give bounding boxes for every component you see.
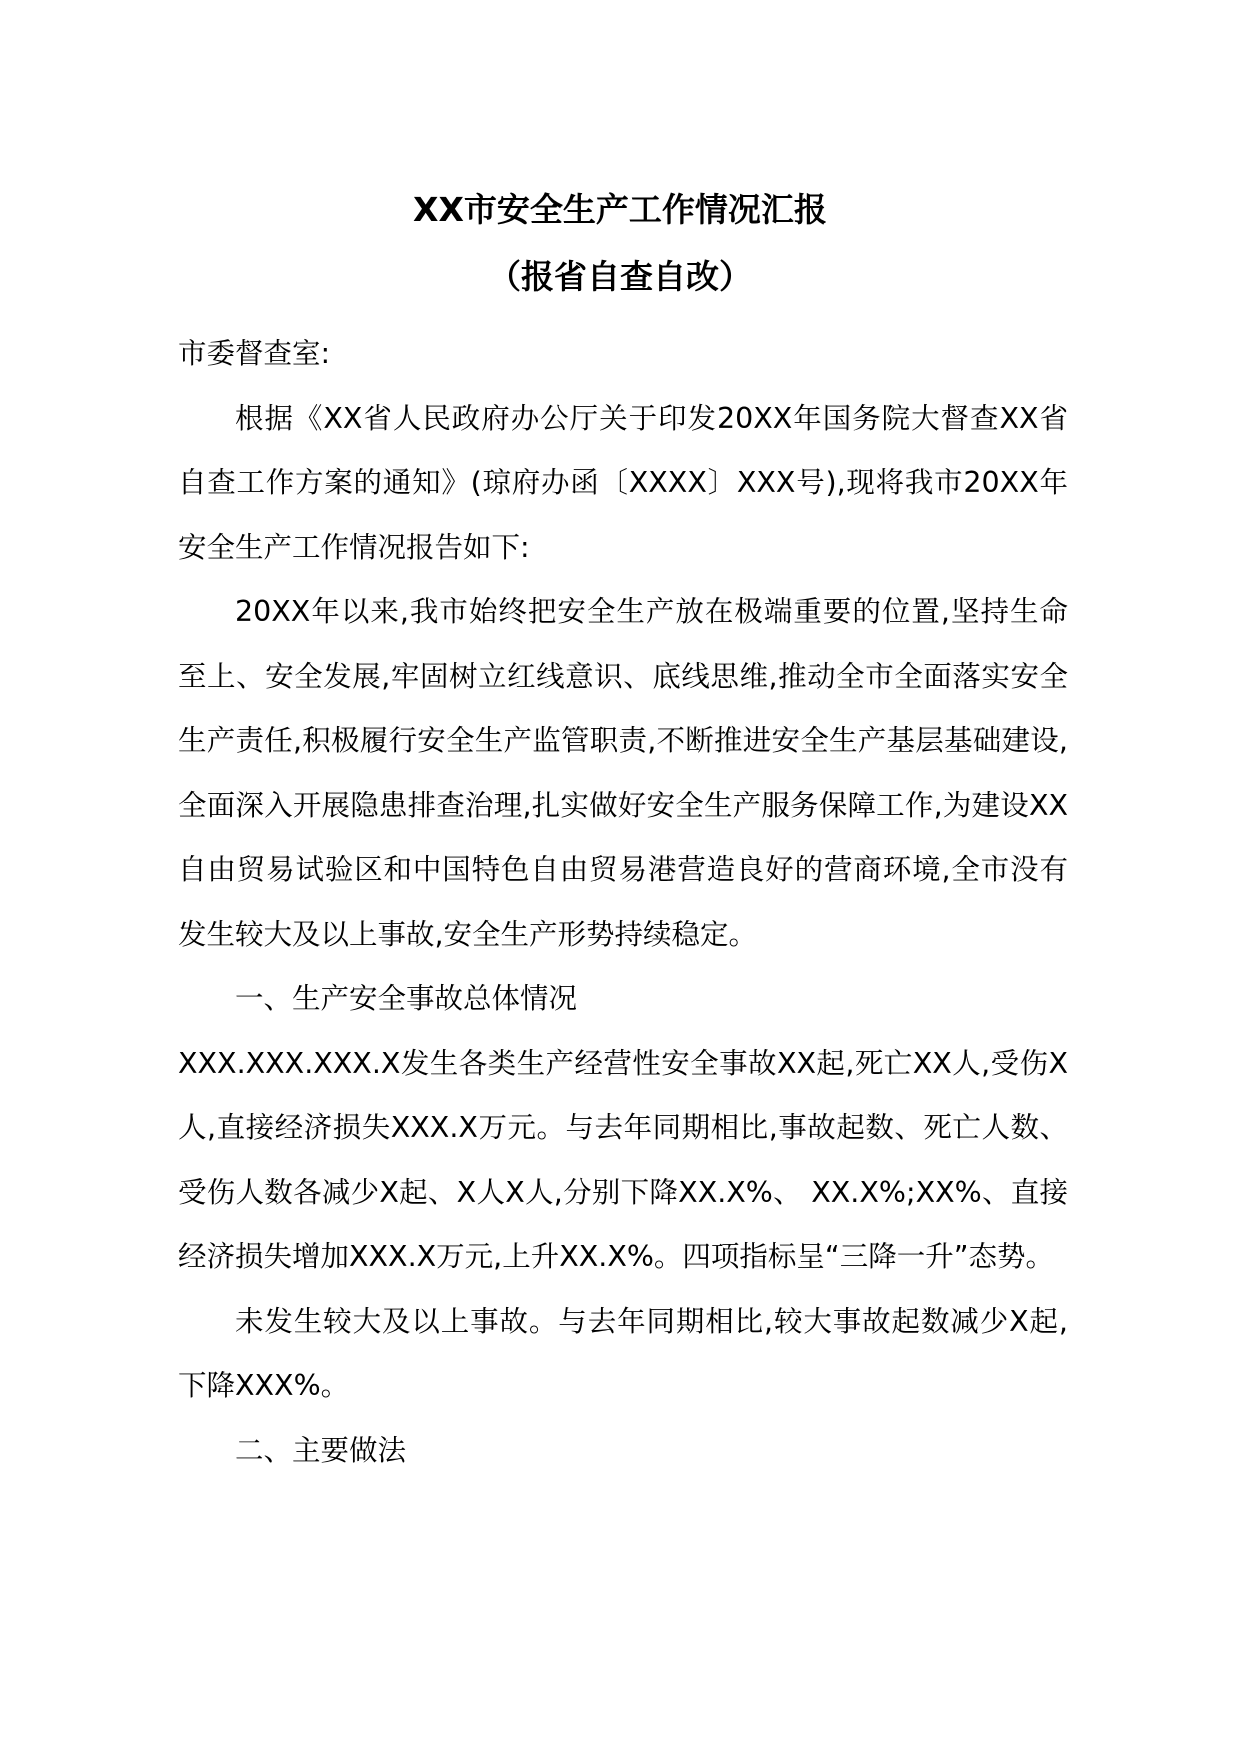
salutation: 市委督查室:: [178, 337, 331, 370]
paragraph-overview: 20XX年以来,我市始终把安全生产放在极端重要的位置,坚持生命至上、安全发展,牢固树立红线意识、底线思维,推动全市全面落实安全生产责任,积极履行安全生产监管职责,不断推进安全生产基层基础建设,全面深入开展隐患排查治理,扎实做好安全生产服务保障工作,为建设XX自由贸易试验区和中国特色自由贸易港营造良好的营商环境,全市没有发生较大及以上事故,安全生产形势持续稳定。: [178, 595, 1068, 951]
section-heading-2: 二、主要做法: [235, 1433, 407, 1467]
document-title: XX市安全生产工作情况汇报: [413, 190, 827, 229]
section-heading-1: 一、生产安全事故总体情况: [235, 982, 578, 1015]
paragraph-major-accidents: 未发生较大及以上事故。与去年同期相比,较大事故起数减少X起,下降XXX%。: [178, 1304, 1068, 1402]
paragraph-intro: 根据《XX省人民政府办公厅关于印发20XX年国务院大督查XX省自查工作方案的通知》(琼府办函〔XXXX〕XXX号),现将我市20XX年安全生产工作情况报告如下:: [178, 401, 1068, 564]
document-subtitle: （报省自查自改）: [488, 257, 752, 296]
document-body: [178, 322, 1068, 1483]
paragraph-accident-stats: XXX.XXX.XXX.X发生各类生产经营性安全事故XX起,死亡XX人,受伤X人,直接经济损失XXX.X万元。与去年同期相比,事故起数、死亡人数、受伤人数各减少X起、X人X人,分别下降XX.X%、 XX.X%;XX%、直接经济损失增加XXX.X万元,上升XX.X%。四项指标呈“三降一升”态势。: [178, 1046, 1068, 1273]
